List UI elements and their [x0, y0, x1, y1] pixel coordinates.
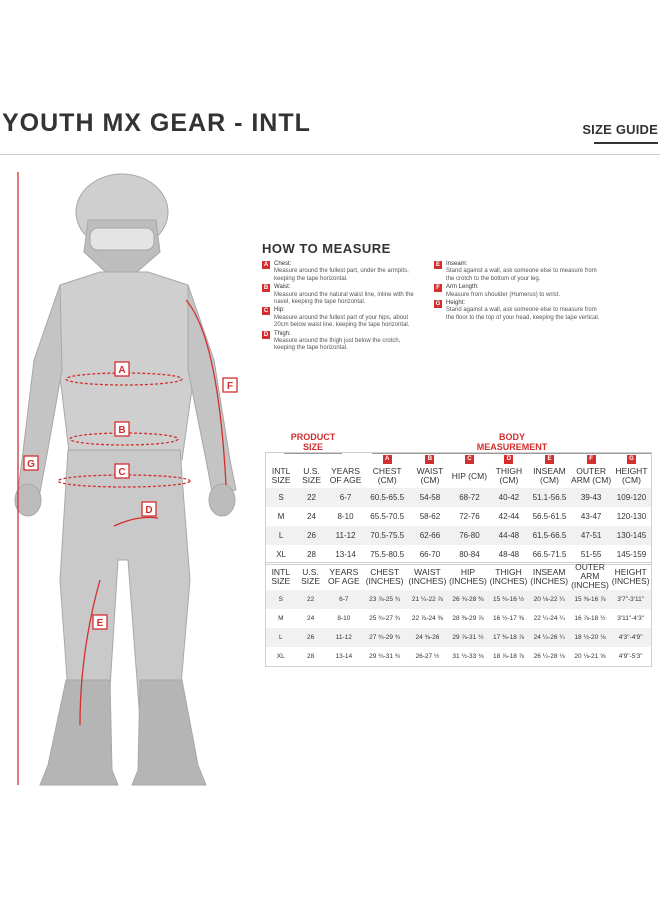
table-cell: 60.5-65.5: [364, 488, 410, 507]
table-cell: 20 ⅛-22 ¼: [529, 590, 570, 609]
table-cell: S: [266, 590, 296, 609]
table-cell: 24 ⅜-26: [407, 628, 448, 647]
table-cell: 40-42: [489, 488, 528, 507]
figure-label-g: [24, 456, 38, 470]
measure-name: Hip:: [274, 307, 285, 314]
col-header: HIP (INCHES): [449, 566, 487, 586]
badge-a: A: [263, 262, 269, 268]
size-table-cm: [265, 452, 652, 565]
col-header: YEARS OF AGE: [328, 566, 360, 586]
table-cell: 68-72: [450, 488, 489, 507]
letter-row: [266, 453, 652, 465]
size-table-inches: [265, 562, 652, 667]
measure-text: Measure around the natural waist line, inline with the navel, keeping the tape horizontal.: [274, 291, 414, 306]
table-cell: 44-48: [489, 526, 528, 545]
badge-g: G: [435, 301, 441, 308]
right-boot-shape: [132, 680, 206, 785]
col-header: WAIST (INCHES): [408, 566, 447, 586]
table-cell: 16 ⅞-18 ½: [574, 615, 606, 622]
measure-name: Waist:: [274, 284, 291, 291]
measure-item-height: [434, 300, 602, 322]
badge-f: F: [434, 284, 442, 292]
measure-item-waist: [262, 284, 422, 306]
measure-text: Stand against a wall, ask someone else to measure from the floor to the top of your head, keeping the tape vertical.: [446, 307, 600, 321]
col-letter-g: G: [627, 455, 636, 464]
measure-name: Chest:: [274, 261, 292, 267]
table-cell: 29 ¾-31 ¾: [369, 652, 401, 660]
table-cell: 3'11"-4'3": [617, 615, 645, 622]
table-cell: 18 ⅞-18 ⅞: [492, 652, 525, 660]
table-cell: 76-80: [450, 526, 489, 545]
table-cell: 4'3"-4'9": [610, 628, 651, 647]
table-cell: 65.5-70.5: [370, 512, 405, 521]
table-cell: 29 ⅞-31 ½: [448, 628, 489, 647]
table-cell: 4'9"-5'3": [618, 652, 643, 660]
table-cell: 20 ⅛-21 ⅝: [574, 652, 606, 660]
table-cell: 26 ¼-28 ⅛: [533, 652, 565, 660]
badge-c: C: [263, 308, 269, 315]
table-cell: 145-159: [616, 549, 647, 559]
table-cell: 17 ⅜-18 ⅞: [488, 628, 529, 647]
col-letter-b: B: [425, 455, 434, 464]
table-cell: 28: [306, 652, 315, 660]
measure-item-inseam: [434, 261, 602, 283]
goggles-shape: [90, 228, 154, 250]
col-header: THIGH (INCHES): [489, 566, 528, 586]
table-cell: XL: [276, 549, 286, 559]
svg-text:D: D: [145, 505, 153, 516]
table-cell: S: [266, 488, 297, 507]
svg-text:E: E: [96, 618, 104, 629]
measure-item-hip: [262, 307, 422, 329]
col-header: CHEST (INCHES): [365, 566, 404, 586]
table-cell: 31 ½-33 ⅛: [452, 652, 484, 660]
table-cell: 11-12: [326, 628, 362, 647]
table-cell: 25 ¾-27 ¾: [369, 615, 401, 622]
table-cell: 15 ¾-16 ½: [488, 590, 529, 609]
page-title: YOUTH MX GEAR - INTL: [2, 109, 311, 137]
measure-name: Arm Length:: [446, 284, 479, 291]
table-cell: 51-55: [580, 549, 602, 559]
col-header: HEIGHT (INCHES): [611, 566, 650, 586]
measure-item-thigh: [262, 331, 422, 353]
measure-name: Thigh:: [274, 330, 291, 337]
table-cell: 130-145: [612, 526, 652, 545]
table-cell: 26 ¾-28 ⅜: [448, 590, 489, 609]
table-cell: 15 ⅜-16 ⅞: [570, 590, 611, 609]
table-header-row: [266, 464, 652, 488]
header-divider: [0, 154, 660, 155]
col-letter-a: A: [383, 455, 392, 464]
table-cell: 24 ¼-26 ¼: [529, 628, 570, 647]
table-cell: 6-7: [327, 488, 364, 507]
table-cell: 26: [296, 628, 326, 647]
measure-item-arm-length: [434, 284, 602, 299]
size-guide-underline: [594, 142, 658, 144]
table-cell: 21 ¼-22 ⅞: [407, 590, 448, 609]
table-cell: 58-62: [419, 512, 441, 521]
table-cell: 54-58: [410, 488, 449, 507]
table-cell: 23 ⅞-25 ¾: [362, 590, 407, 609]
table-cell: 70.5-75.5: [364, 526, 410, 545]
table-cell: 56.5-61.5: [532, 512, 567, 521]
measure-name: Height:: [446, 300, 466, 307]
table-cell: 26-27 ½: [415, 652, 440, 660]
table-cell: 39-43: [570, 488, 612, 507]
table-cell: 75.5-80.5: [370, 549, 405, 559]
col-header: INTL SIZE: [271, 566, 291, 586]
table-cell: 24: [306, 615, 315, 622]
table-cell: 22 ⅞-24 ⅜: [411, 615, 443, 622]
table-cell: 28: [307, 549, 316, 559]
table-cell: 72-76: [459, 512, 480, 521]
table-cell: 22: [296, 590, 326, 609]
table-cell: 26: [296, 526, 327, 545]
table-cell: 8-10: [337, 512, 354, 521]
table-cell: 27 ¾-29 ¾: [362, 628, 407, 647]
table-row: [266, 488, 652, 507]
figure-label-d: [142, 502, 156, 516]
col-header: INTL SIZE: [271, 466, 291, 485]
table-cell: 22 ¼-24 ¼: [533, 615, 565, 622]
col-header: HEIGHT (CM): [615, 466, 648, 485]
col-header: INSEAM (INCHES): [530, 566, 569, 586]
table-cell: 24: [307, 512, 316, 521]
table-row: [266, 590, 652, 609]
col-header: CHEST (CM): [372, 466, 402, 485]
svg-text:C: C: [118, 467, 126, 478]
col-header: HIP (CM): [451, 470, 488, 481]
table-row: [266, 507, 652, 526]
right-glove-shape: [209, 484, 235, 516]
table-cell: 13-14: [335, 549, 356, 559]
badge-b: B: [263, 285, 269, 292]
measure-instructions-left: [262, 261, 422, 354]
table-row: [266, 628, 652, 647]
measure-text: Stand against a wall, ask someone else to measure from the crotch to the bottom of your leg.: [446, 268, 597, 282]
measure-name: Inseam:: [446, 261, 468, 267]
table-cell: 51.1-56.5: [529, 488, 571, 507]
figure-label-a: [115, 362, 129, 376]
figure-label-c: [115, 464, 129, 478]
body-measurement-header: BODY MEASUREMENT: [476, 432, 548, 452]
figure-label-f: [223, 378, 237, 392]
table-cell: 43-47: [580, 512, 602, 521]
how-to-measure-title: HOW TO MEASURE: [262, 241, 391, 256]
col-header: U.S. SIZE: [302, 466, 321, 485]
col-header: WAIST (CM): [416, 466, 444, 485]
col-header: INSEAM (CM): [533, 466, 566, 485]
table-cell: 8-10: [337, 615, 351, 622]
table-header-row: [266, 563, 652, 591]
table-row: [266, 526, 652, 545]
measure-item-chest: [262, 261, 422, 283]
col-header: U.S. SIZE: [301, 566, 321, 586]
svg-text:A: A: [118, 365, 126, 376]
measure-text: Measure from shoulder (Humerus) to wrist.: [446, 291, 561, 298]
svg-text:F: F: [226, 381, 234, 392]
col-header: THIGH (CM): [495, 466, 523, 485]
table-cell: L: [266, 526, 297, 545]
table-cell: L: [266, 628, 296, 647]
table-cell: 6-7: [326, 590, 362, 609]
size-guide-label: SIZE GUIDE: [582, 122, 658, 137]
table-cell: 48-48: [498, 549, 520, 559]
table-cell: 62-66: [410, 526, 449, 545]
col-header: OUTER ARM (CM): [571, 466, 612, 485]
measure-text: Measure around the fullest part, under the armpits, keeping the tape horizontal.: [274, 268, 409, 282]
table-cell: 3'7"-3'11": [610, 590, 651, 609]
table-cell: 22: [296, 488, 327, 507]
col-letter-d: D: [504, 455, 513, 464]
rider-figure: [0, 160, 250, 800]
measure-text: Measure around the fullest part of your hips, about 20cm below waist line, keeping the tape horizontal.: [274, 314, 410, 329]
col-header: YEARS OF AGE: [329, 466, 362, 485]
product-size-header: PRODUCT SIZE: [290, 432, 336, 452]
table-cell: 42-44: [498, 512, 520, 521]
col-letter-e: E: [545, 455, 554, 464]
badge-e: E: [435, 262, 440, 268]
figure-label-b: [115, 422, 129, 436]
left-glove-shape: [15, 484, 41, 516]
svg-text:G: G: [27, 459, 35, 470]
table-cell: 66.5-71.5: [532, 549, 567, 559]
col-header: OUTER ARM (INCHES): [571, 562, 609, 590]
table-cell: 16 ½-17 ⅜: [492, 615, 525, 622]
table-row: [266, 647, 652, 666]
table-cell: 47-51: [570, 526, 612, 545]
table-cell: 66-70: [419, 549, 441, 559]
table-cell: XL: [276, 652, 285, 660]
table-cell: 11-12: [327, 526, 364, 545]
left-boot-shape: [40, 680, 118, 785]
figure-label-e: [93, 615, 107, 629]
measure-instructions-right: [434, 261, 602, 323]
col-letter-c: C: [465, 455, 474, 464]
table-cell: 80-84: [459, 549, 480, 559]
table-cell: 28 ⅜-29 ⅞: [452, 615, 484, 622]
table-row: [266, 609, 652, 628]
table-cell: 13-14: [335, 652, 353, 660]
table-cell: 109-120: [612, 488, 652, 507]
table-cell: 61.5-66.5: [529, 526, 571, 545]
measure-text: Measure around the thigh just below the crotch, keeping the tape horizontal.: [274, 338, 401, 352]
badge-d: D: [263, 331, 269, 338]
table-cell: 18 ½-20 ⅛: [570, 628, 611, 647]
table-cell: M: [277, 512, 285, 521]
table-cell: 120-130: [616, 512, 647, 521]
svg-text:B: B: [118, 425, 126, 436]
table-cell: M: [278, 615, 284, 622]
col-letter-f: F: [587, 455, 596, 464]
